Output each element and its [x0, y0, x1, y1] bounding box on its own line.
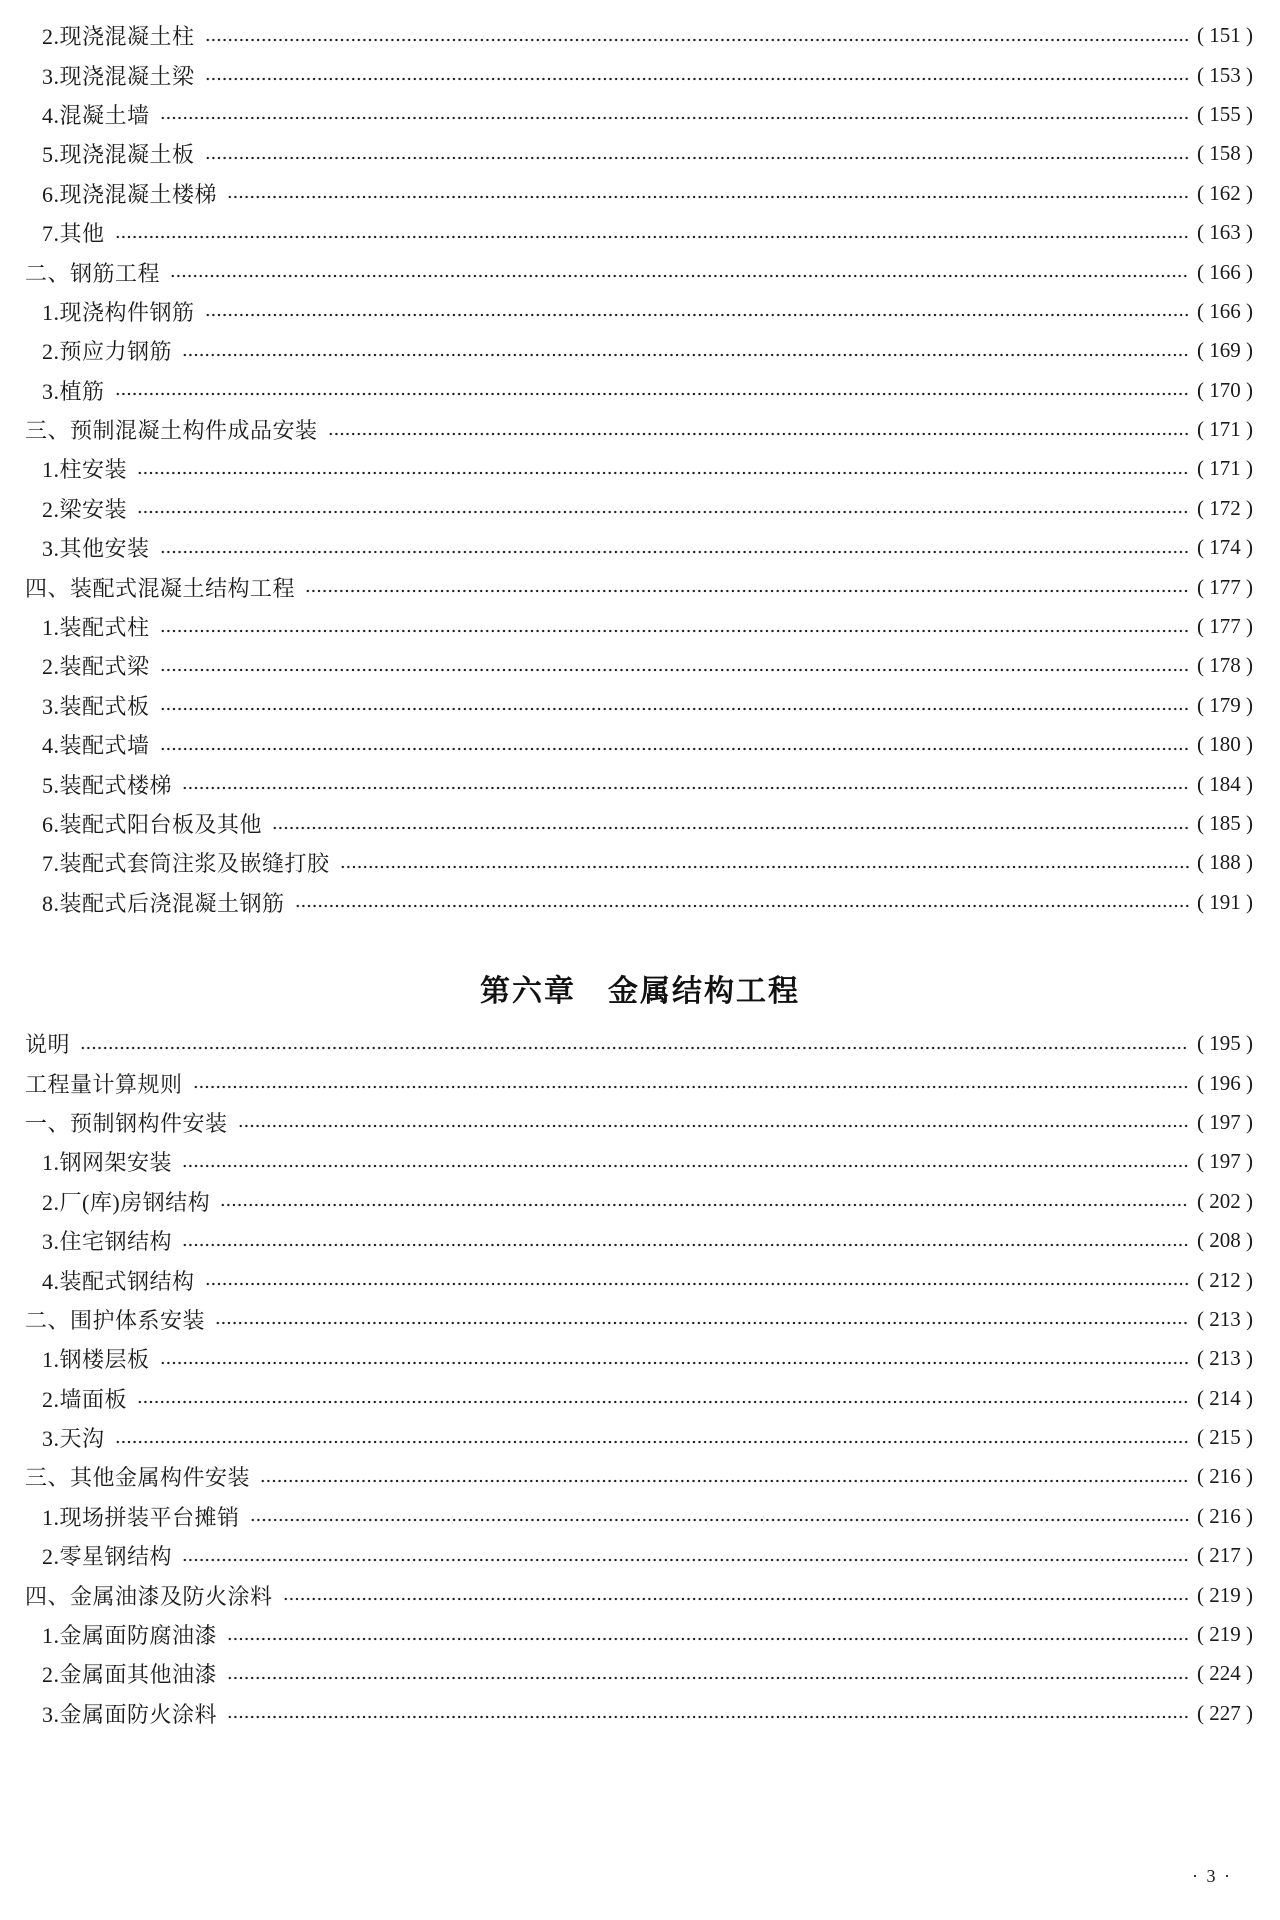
- toc-entry-page-number: ( 188 ): [1197, 850, 1253, 875]
- dot-leader: [160, 667, 1189, 673]
- dot-leader: [272, 825, 1189, 831]
- toc-entry: [25, 567, 1253, 606]
- toc-entry: [25, 252, 1253, 291]
- toc-entry-label: 5.现浇混凝土板: [42, 142, 195, 168]
- toc-entry-page-number: ( 219 ): [1197, 1622, 1253, 1647]
- toc-entry-page-number: ( 215 ): [1197, 1425, 1253, 1450]
- dot-leader: [182, 1557, 1189, 1563]
- toc-entry-label: 2.预应力钢筋: [42, 339, 173, 365]
- toc-entry-page-number: ( 208 ): [1197, 1228, 1253, 1253]
- toc-entry-label: 7.装配式套筒注浆及嵌缝打胶: [42, 851, 330, 877]
- toc-entry: [25, 1497, 1253, 1536]
- toc-entry-label: 1.金属面防腐油漆: [42, 1623, 218, 1649]
- dot-leader: [238, 1123, 1189, 1129]
- toc-entry-page-number: ( 214 ): [1197, 1385, 1253, 1410]
- dot-leader: [160, 115, 1189, 121]
- toc-entry-page-number: ( 177 ): [1197, 614, 1253, 639]
- toc-entry: [25, 174, 1253, 213]
- dot-leader: [260, 1478, 1189, 1484]
- toc-entry-page-number: ( 184 ): [1197, 771, 1253, 796]
- toc-entry-page-number: ( 216 ): [1197, 1464, 1253, 1489]
- dot-leader: [160, 746, 1189, 752]
- dot-leader: [137, 1399, 1189, 1405]
- toc-entry-label: 4.混凝土墙: [42, 102, 150, 128]
- dot-leader: [283, 1596, 1189, 1602]
- toc-entry-label: 4.装配式墙: [42, 733, 150, 759]
- toc-entry: [25, 1615, 1253, 1654]
- toc-entry-label: 三、其他金属构件安装: [25, 1465, 251, 1491]
- footer-page-number: · 3 ·: [1192, 1866, 1232, 1886]
- toc-entry-page-number: ( 177 ): [1197, 574, 1253, 599]
- toc-entry-label: 3.天沟: [42, 1426, 105, 1452]
- toc-entry-page-number: ( 158 ): [1197, 141, 1253, 166]
- dot-leader: [227, 1675, 1189, 1681]
- toc-entry: [25, 1182, 1253, 1221]
- toc-entry-page-number: ( 217 ): [1197, 1543, 1253, 1568]
- toc-entry-page-number: ( 180 ): [1197, 732, 1253, 757]
- dot-leader: [160, 1360, 1189, 1366]
- toc-entry: [25, 1339, 1253, 1378]
- toc-entry-page-number: ( 197 ): [1197, 1109, 1253, 1134]
- toc-entry-label: 3.其他安装: [42, 536, 150, 562]
- toc-entry-label: 工程量计算规则: [25, 1071, 183, 1097]
- toc-entry-label: 8.装配式后浇混凝土钢筋: [42, 890, 285, 916]
- dot-leader: [205, 312, 1189, 318]
- dot-leader: [340, 864, 1189, 870]
- dot-leader: [205, 37, 1189, 43]
- toc-entry: [25, 292, 1253, 331]
- toc-entry: [25, 95, 1253, 134]
- toc-entry-label: 一、预制钢构件安装: [25, 1110, 228, 1136]
- toc-section-chapter6: [0, 1024, 1280, 1733]
- toc-entry-label: 2.零星钢结构: [42, 1544, 173, 1570]
- toc-entry-label: 三、预制混凝土构件成品安装: [25, 418, 318, 444]
- toc-entry-page-number: ( 185 ): [1197, 811, 1253, 835]
- toc-section-chapter5-continued: [0, 0, 1280, 922]
- toc-entry-label: 2.现浇混凝土柱: [42, 24, 195, 50]
- toc-entry: [25, 1418, 1253, 1457]
- toc-entry-page-number: ( 171 ): [1197, 456, 1253, 481]
- toc-entry-page-number: ( 178 ): [1197, 653, 1253, 678]
- toc-entry-page-number: ( 170 ): [1197, 377, 1253, 402]
- toc-entry-label: 7.其他: [42, 221, 105, 247]
- toc-entry-label: 二、围护体系安装: [25, 1307, 206, 1333]
- toc-entry: [25, 764, 1253, 803]
- dot-leader: [227, 1636, 1189, 1642]
- toc-entry-label: 1.钢楼层板: [42, 1347, 150, 1373]
- toc-entry: [25, 1103, 1253, 1142]
- toc-entry-label: 3.现浇混凝土梁: [42, 63, 195, 89]
- dot-leader: [250, 1517, 1189, 1523]
- toc-entry: [25, 1457, 1253, 1496]
- toc-entry-label: 1.现场拼装平台摊销: [42, 1504, 240, 1530]
- toc-entry-label: 5.装配式楼梯: [42, 772, 173, 798]
- toc-entry: [25, 331, 1253, 370]
- toc-entry-page-number: ( 227 ): [1197, 1700, 1253, 1725]
- toc-entry-page-number: ( 197 ): [1197, 1149, 1253, 1174]
- toc-entry: [25, 883, 1253, 922]
- toc-entry: [25, 55, 1253, 94]
- toc-entry-label: 二、钢筋工程: [25, 260, 161, 286]
- toc-entry: [25, 1142, 1253, 1181]
- toc-entry: [25, 1221, 1253, 1260]
- toc-entry: [25, 449, 1253, 488]
- toc-entry: [25, 410, 1253, 449]
- dot-leader: [193, 1084, 1189, 1090]
- toc-entry-label: 1.柱安装: [42, 457, 128, 483]
- toc-entry-label: 四、装配式混凝土结构工程: [25, 575, 296, 601]
- dot-leader: [160, 628, 1189, 634]
- dot-leader: [160, 706, 1189, 712]
- dot-leader: [227, 194, 1189, 200]
- toc-entry-label: 1.装配式柱: [42, 615, 150, 641]
- toc-entry: [25, 1063, 1253, 1102]
- toc-entry-page-number: ( 213 ): [1197, 1306, 1253, 1331]
- toc-entry-page-number: ( 162 ): [1197, 180, 1253, 205]
- dot-leader: [205, 1281, 1189, 1287]
- toc-entry-page-number: ( 202 ): [1197, 1188, 1253, 1213]
- toc-entry-page-number: ( 196 ): [1197, 1070, 1253, 1095]
- toc-entry: [25, 725, 1253, 764]
- toc-entry-label: 四、金属油漆及防火涂料: [25, 1583, 273, 1609]
- toc-entry-page-number: ( 155 ): [1197, 101, 1253, 126]
- toc-entry-label: 1.现浇构件钢筋: [42, 299, 195, 325]
- dot-leader: [328, 431, 1189, 437]
- dot-leader: [160, 549, 1189, 555]
- dot-leader: [205, 155, 1189, 161]
- toc-entry-page-number: ( 191 ): [1197, 889, 1253, 914]
- dot-leader: [115, 234, 1189, 240]
- dot-leader: [182, 352, 1189, 358]
- toc-entry: [25, 1654, 1253, 1693]
- toc-entry: [25, 134, 1253, 173]
- dot-leader: [115, 1439, 1189, 1445]
- toc-entry-page-number: ( 174 ): [1197, 535, 1253, 560]
- toc-entry-page-number: ( 179 ): [1197, 692, 1253, 717]
- toc-entry-label: 2.墙面板: [42, 1386, 128, 1412]
- toc-entry: [25, 804, 1253, 843]
- dot-leader: [182, 1163, 1189, 1169]
- toc-entry: [25, 686, 1253, 725]
- toc-entry-page-number: ( 166 ): [1197, 298, 1253, 323]
- toc-entry-label: 2.厂(库)房钢结构: [42, 1189, 211, 1215]
- dot-leader: [305, 588, 1189, 594]
- dot-leader: [115, 391, 1189, 397]
- toc-entry-page-number: ( 213 ): [1197, 1346, 1253, 1371]
- toc-entry: [25, 1300, 1253, 1339]
- toc-entry-page-number: ( 163 ): [1197, 220, 1253, 245]
- toc-entry: [25, 1694, 1253, 1733]
- toc-entry-page-number: ( 171 ): [1197, 417, 1253, 442]
- dot-leader: [170, 273, 1189, 279]
- dot-leader: [227, 1714, 1189, 1720]
- toc-entry-page-number: ( 166 ): [1197, 259, 1253, 284]
- dot-leader: [182, 1242, 1189, 1248]
- dot-leader: [215, 1320, 1189, 1326]
- dot-leader: [137, 470, 1189, 476]
- toc-entry-label: 3.装配式板: [42, 693, 150, 719]
- toc-entry: [25, 1024, 1253, 1063]
- toc-entry: [25, 16, 1253, 55]
- toc-entry-label: 1.钢网架安装: [42, 1150, 173, 1176]
- toc-entry-page-number: ( 195 ): [1197, 1031, 1253, 1056]
- toc-entry-label: 2.梁安装: [42, 496, 128, 522]
- toc-entry-page-number: ( 169 ): [1197, 338, 1253, 363]
- toc-entry: [25, 607, 1253, 646]
- dot-leader: [80, 1045, 1189, 1051]
- toc-entry: [25, 528, 1253, 567]
- toc-entry: [25, 843, 1253, 882]
- dot-leader: [137, 509, 1189, 515]
- dot-leader: [295, 903, 1189, 909]
- toc-entry-page-number: ( 216 ): [1197, 1503, 1253, 1528]
- toc-entry-label: 说明: [25, 1032, 71, 1058]
- toc-entry-page-number: ( 212 ): [1197, 1267, 1253, 1292]
- toc-entry-page-number: ( 172 ): [1197, 495, 1253, 520]
- toc-entry: [25, 1575, 1253, 1614]
- toc-entry: [25, 646, 1253, 685]
- toc-entry-label: 3.住宅钢结构: [42, 1229, 173, 1255]
- chapter-heading: 第六章 金属结构工程: [480, 974, 800, 1008]
- toc-entry-page-number: ( 153 ): [1197, 62, 1253, 87]
- toc-entry-page-number: ( 151 ): [1197, 23, 1253, 48]
- toc-entry-page-number: ( 219 ): [1197, 1582, 1253, 1607]
- dot-leader: [182, 785, 1189, 791]
- toc-entry-label: 6.装配式阳台板及其他: [42, 812, 263, 837]
- toc-entry-label: 2.装配式梁: [42, 654, 150, 680]
- toc-entry: [25, 371, 1253, 410]
- toc-entry: [25, 213, 1253, 252]
- dot-leader: [220, 1202, 1189, 1208]
- toc-entry: [25, 1379, 1253, 1418]
- toc-entry: [25, 1536, 1253, 1575]
- toc-entry-label: 3.金属面防火涂料: [42, 1701, 218, 1727]
- toc-entry-label: 3.植筋: [42, 378, 105, 404]
- toc-entry-page-number: ( 224 ): [1197, 1661, 1253, 1686]
- dot-leader: [205, 76, 1189, 82]
- toc-entry: [25, 1260, 1253, 1299]
- toc-entry-label: 4.装配式钢结构: [42, 1268, 195, 1294]
- toc-entry-label: 6.现浇混凝土楼梯: [42, 181, 218, 207]
- toc-entry: [25, 489, 1253, 528]
- toc-entry-label: 2.金属面其他油漆: [42, 1662, 218, 1688]
